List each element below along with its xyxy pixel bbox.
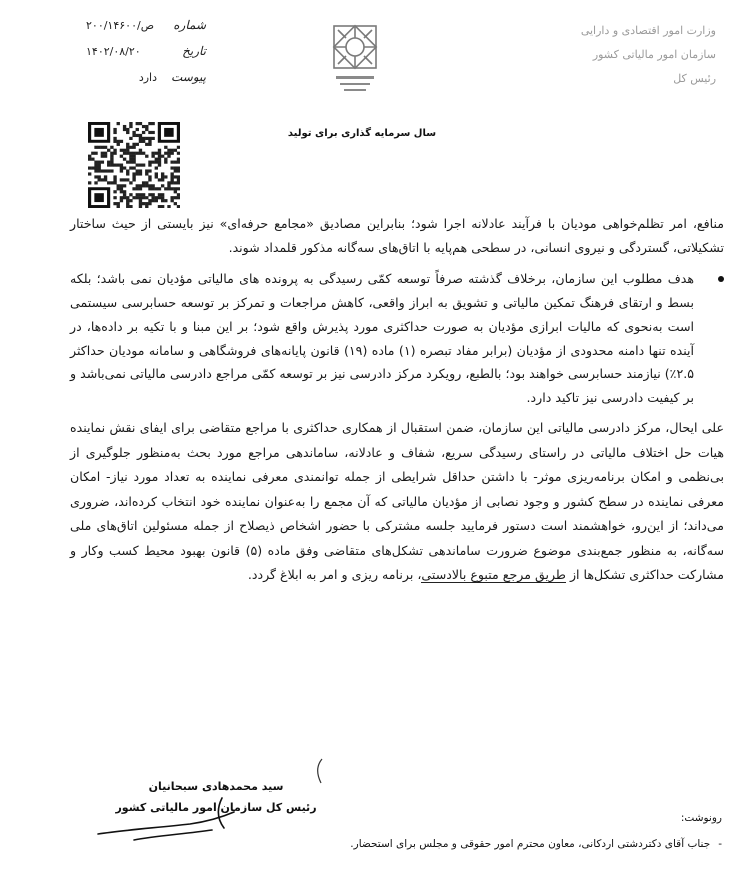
- attachment-value: دارد: [138, 71, 157, 84]
- carbon-copy: [202, 812, 722, 850]
- attachment-row: [86, 70, 206, 96]
- underlined-phrase: طریق مرجع متبوع بالادستی: [421, 567, 566, 583]
- ministry-line: سازمان امور مالیاتی کشور: [592, 48, 716, 61]
- letter-meta: [86, 18, 206, 96]
- date-label: تاریخ: [182, 44, 206, 58]
- letter-number-row: [86, 18, 206, 44]
- letter-body: [70, 212, 724, 588]
- number-label: شماره: [173, 18, 206, 32]
- date-value: ۱۴۰۲/۰۸/۲۰: [86, 45, 141, 58]
- ministry-line: رئیس کل: [673, 72, 716, 85]
- bullet-item: [70, 267, 724, 410]
- ministry-header: [496, 24, 716, 96]
- qr-code-icon: [88, 122, 180, 208]
- signatory-name: سید محمدهادی سبحانیان: [148, 780, 284, 793]
- national-emblem-icon: [328, 20, 382, 98]
- attachment-label: پیوست: [171, 70, 206, 84]
- letter-date-row: [86, 44, 206, 70]
- signatory-title: رئیس کل سازمان امور مالیاتی کشور: [115, 801, 317, 814]
- cc-recipient: جناب آقای دکتردشتی اردکانی، معاون محترم امور حقوقی و مجلس برای استحضار.: [350, 838, 711, 850]
- cc-label: رونوشت:: [680, 812, 722, 824]
- number-value: ۲۰۰/۱۴۶۰۰/ص: [86, 19, 154, 32]
- bullet-text: هدف مطلوب این سازمان، برخلاف گذشته صرفاً توسعه کمّی رسیدگی به پرونده های مالیاتی مؤدیان نمی باشد؛ بلکه بسط و ارتقای فرهنگ تمکین مالیاتی و تشویق به ابراز واقعی، کاهش مراجعات و تمرکز بر توسعه حسابرسی سیستمی است به‌نحوی که مالیات ابرازی مؤدیان به صورت حداکثری مورد پذیرش واقع شود؛ بر این مبنا و با تکیه بر داده‌ها، در آینده تنها دامنه محدودی از مؤدیان (برابر مفاد تبصره (۱) ماده (۱۹) قانون پایانه‌های فروشگاهی و سامانه مودیان حداکثر ۲.۵٪) نیازمند حسابرسی خواهند بود؛ بالطبع، رویکرد مرکز دادرسی نیز بر توسعه کمّی مراجع دادرسی مالیاتی نمی‌باشد و بر کیفیت دادرسی نیز تاکید دارد.: [70, 270, 695, 406]
- cc-item: [202, 838, 722, 850]
- paragraph-request: [70, 416, 724, 588]
- year-slogan: سال سرمایه گذاری برای تولید: [287, 128, 437, 139]
- paragraph-continued: منافع، امر تظلم‌خواهی مودیان با فرآیند عادلانه اجرا شود؛ بنابراین مصادیق «مجامع حرفه‌ای» نیز بایستی از حیث ساختار تشکیلاتی، گستردگی و نیروی انسانی، در سطحی هم‌پایه با اتاق‌های سه‌گانه مذکور قلمداد شوند.: [70, 216, 724, 255]
- ministry-line: وزارت امور اقتصادی و دارایی: [580, 24, 716, 37]
- paragraph-request-main: علی ایحال، مرکز دادرسی مالیاتی این سازمان، ضمن استقبال از همکاری حداکثری با مراجع متقاضی برای ایفای نقش نماینده هیات حل اختلاف مالیاتی در راستای رسیدگی سریع، شفاف و عادلانه، ساماندهی مراجع مورد بحث به‌منظور جلوگیری از بی‌نظمی و امکان برنامه‌ریزی موثر- با داشتن حداقل شرایطی از جمله توانمندی معرفی نماینده به تعداد مورد نیاز- امکان معرفی نماینده در سطح کشور و وجود نصابی از مؤدیان مالیاتی که آن مجمع را به‌عنوان نماینده خود انتخاب کرده‌اند، ضروری می‌داند؛ از این‌رو، خواهشمند است دستور فرمایید جلسه مشترکی با حضور اشخاص ذیصلاح از جمله مسئولین اتاق‌های ملی سه‌گانه، به منظور جمع‌بندی موضوع ضرورت ساماندهی تشکل‌های متقاضی وفق ماده (۵) قانون بهبود محیط کسب وکار و مشارکت حداکثری تشکل‌ها از: [70, 420, 724, 583]
- paragraph-request-end: ، برنامه ریزی و امر به ابلاغ گردد.: [247, 567, 422, 583]
- cc-dash: -: [718, 838, 722, 850]
- bullet-dot-icon: [718, 276, 724, 282]
